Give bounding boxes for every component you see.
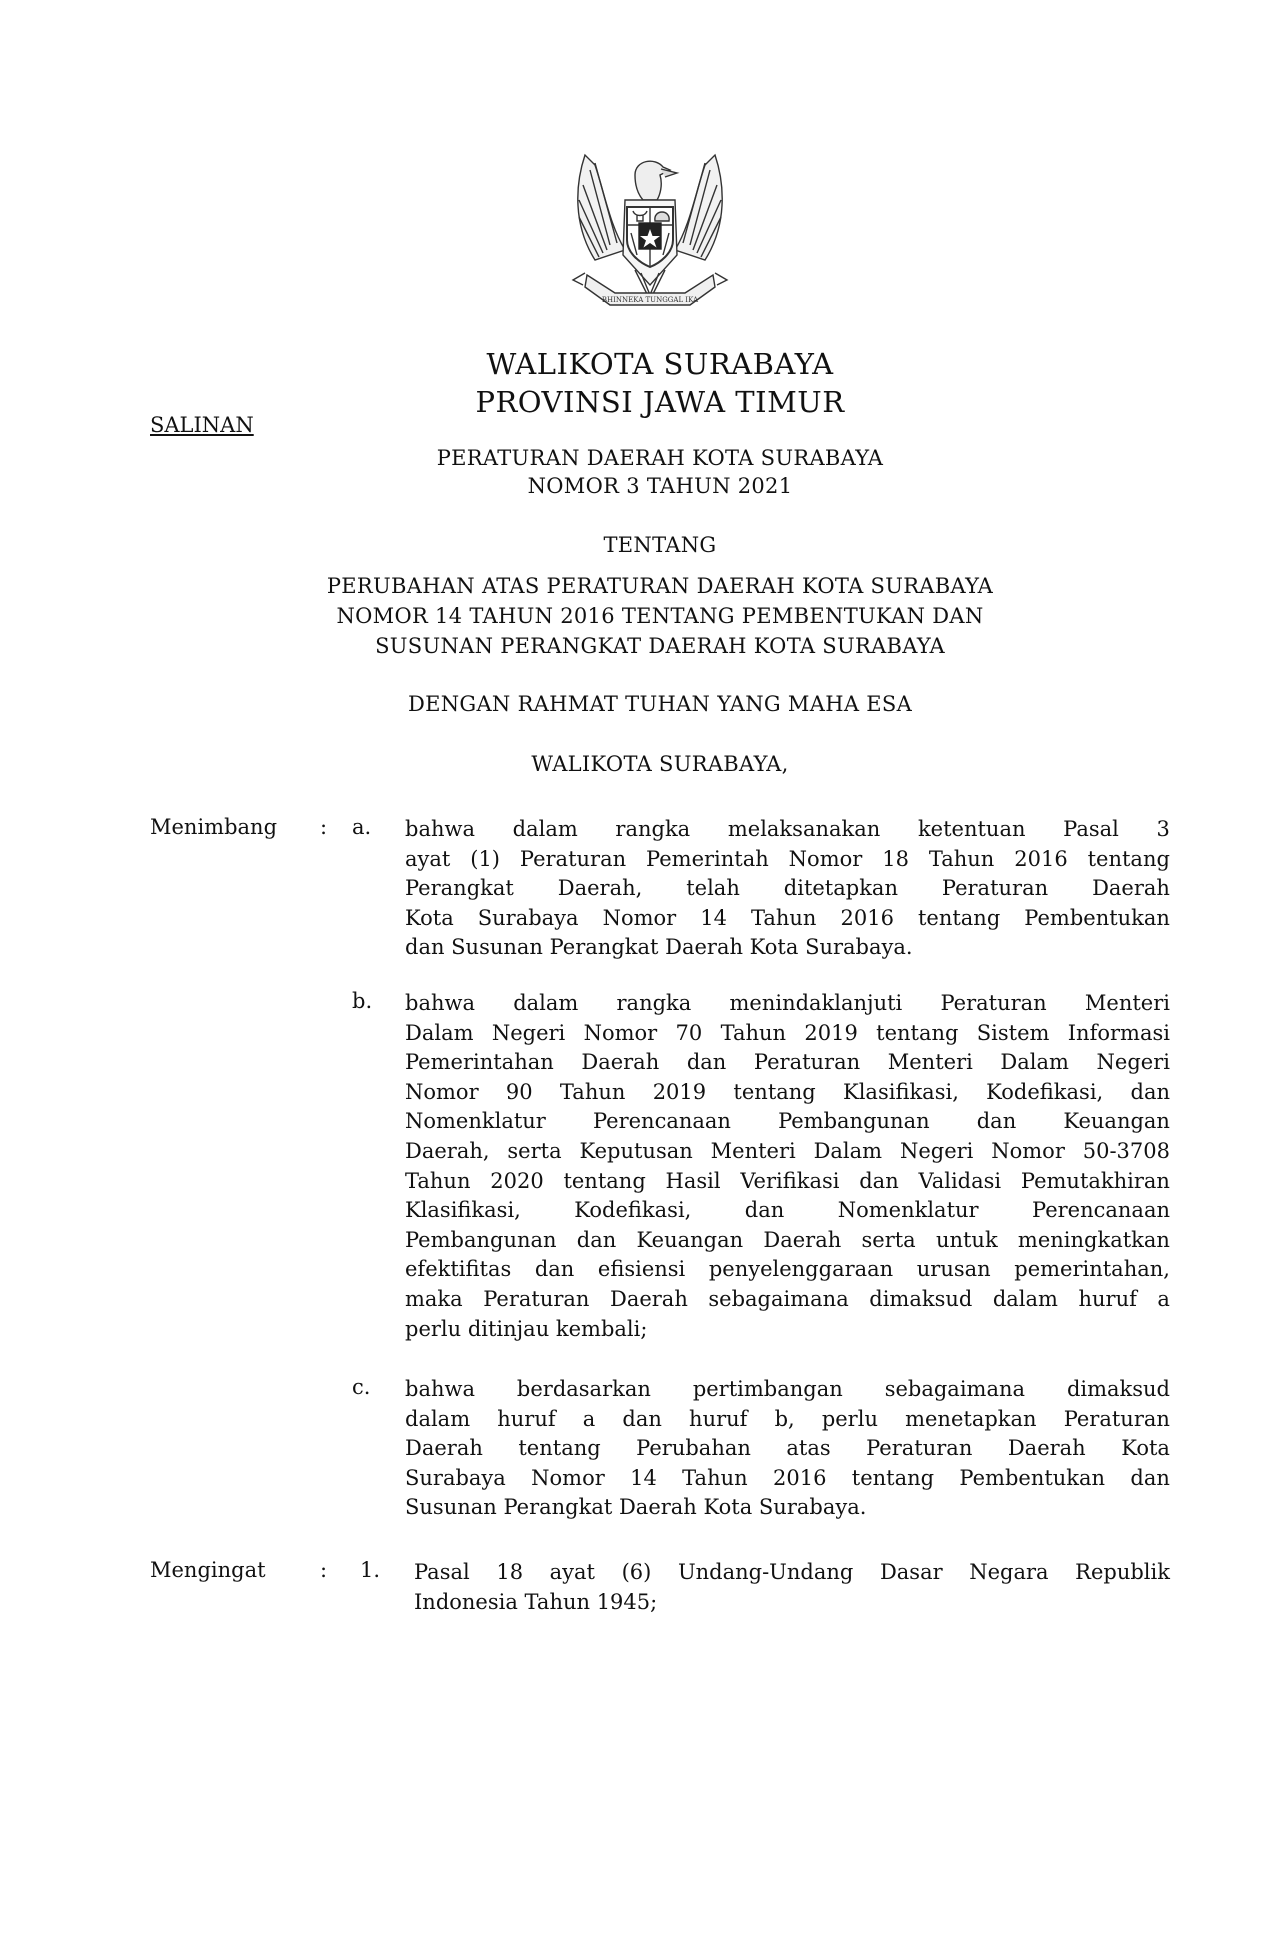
word: Nomor — [531, 1465, 605, 1490]
word: Hasil — [665, 1168, 721, 1193]
word: dalam — [405, 1406, 471, 1431]
word: tentang — [876, 1020, 959, 1045]
text-line — [405, 1078, 1170, 1108]
word: 2020 — [490, 1168, 544, 1193]
word: 18 — [882, 846, 909, 871]
garuda-emblem-icon — [565, 145, 735, 320]
word: tentang — [1087, 846, 1170, 871]
word: telah — [686, 876, 740, 901]
word: Pemutakhiran — [1020, 1168, 1170, 1193]
text-line — [405, 845, 1170, 875]
authority: WALIKOTA SURABAYA, — [531, 752, 789, 776]
word: penyelenggaraan — [708, 1257, 894, 1282]
word: pemerintahan, — [1014, 1257, 1170, 1282]
word: Nomor — [405, 1079, 479, 1104]
word: Nomenklatur — [837, 1198, 979, 1223]
text-line: Indonesia Tahun 1945; — [414, 1589, 658, 1614]
word: 14 — [630, 1465, 657, 1490]
word: Kota — [1121, 1436, 1170, 1461]
word: tentang — [917, 905, 1001, 930]
word: Verifikasi — [740, 1168, 840, 1193]
svg-text:BHINNEKA TUNGGAL IKA: BHINNEKA TUNGGAL IKA — [601, 296, 699, 304]
word: Peraturan — [1063, 1406, 1170, 1431]
word: Perubahan — [636, 1436, 751, 1461]
word: maka — [405, 1286, 463, 1311]
text-line — [405, 1434, 1170, 1464]
word: efektifitas — [405, 1257, 512, 1282]
word: 18 — [496, 1560, 524, 1584]
consideration-item-c — [405, 1375, 1170, 1523]
word: Daerah, — [405, 1138, 490, 1163]
word: b, — [774, 1406, 795, 1431]
word: meningkatkan — [1017, 1227, 1170, 1252]
word: Informasi — [1067, 1020, 1170, 1045]
word: Nomenklatur — [405, 1109, 546, 1134]
word: efisiensi — [597, 1257, 686, 1282]
word: menindaklanjuti — [729, 991, 903, 1015]
word: Daerah — [581, 1050, 660, 1075]
word: Daerah — [405, 1436, 483, 1461]
word: Daerah, — [557, 876, 643, 901]
word: Perangkat — [405, 876, 514, 901]
text-line — [405, 1019, 1170, 1049]
word: dalam — [513, 991, 579, 1015]
word: dimaksud — [869, 1286, 973, 1311]
word: Pembangunan — [778, 1109, 930, 1134]
word: Daerah — [763, 1227, 842, 1252]
word: urusan — [916, 1257, 991, 1282]
word: Menteri — [887, 1050, 973, 1075]
word: dimaksud — [1066, 1377, 1170, 1401]
word: pertimbangan — [692, 1377, 843, 1401]
word: Peraturan — [940, 991, 1047, 1015]
word: a — [582, 1406, 596, 1431]
word: perlu — [821, 1406, 878, 1431]
word: berdasarkan — [516, 1377, 651, 1401]
word: 2019 — [652, 1079, 707, 1104]
word: serta — [507, 1138, 562, 1163]
text-line — [405, 1285, 1170, 1315]
text-line — [405, 1226, 1170, 1256]
word: Pembentukan — [1024, 905, 1170, 930]
word: Dalam — [1000, 1050, 1069, 1075]
text-line — [405, 1107, 1170, 1137]
subject-line: NOMOR 14 TAHUN 2016 TENTANG PEMBENTUKAN DAN — [336, 604, 984, 628]
text-line — [405, 1375, 1170, 1405]
mengingat-label: Mengingat — [150, 1558, 266, 1582]
word: (6) — [621, 1560, 652, 1584]
text-line — [405, 1137, 1170, 1167]
word: Perencanaan — [1032, 1198, 1170, 1223]
text-line — [405, 1196, 1170, 1226]
word: Surabaya — [477, 905, 579, 930]
word: Perencanaan — [592, 1109, 731, 1134]
about-heading: TENTANG — [603, 533, 717, 557]
word: huruf — [497, 1406, 556, 1431]
word: Kodefikasi, — [574, 1198, 692, 1223]
word: Peraturan — [941, 876, 1049, 901]
text-line — [405, 904, 1170, 934]
word: Peraturan — [483, 1286, 590, 1311]
word: rangka — [615, 817, 691, 841]
word: ditetapkan — [783, 876, 898, 901]
word: ayat — [405, 846, 451, 871]
word: Menteri — [1084, 991, 1170, 1015]
word: melaksanakan — [727, 817, 881, 841]
word: bahwa — [405, 1377, 475, 1401]
word: Peraturan — [753, 1050, 861, 1075]
mengingat-colon: : — [320, 1558, 328, 1582]
word: Nomor — [788, 846, 863, 871]
word: Klasifikasi, — [405, 1198, 521, 1223]
word: dan — [576, 1227, 617, 1252]
word: Pemerintahan — [405, 1050, 554, 1075]
regulation-number: NOMOR 3 TAHUN 2021 — [527, 474, 793, 498]
word: Tahun — [559, 1079, 626, 1104]
word: Nomor — [583, 1020, 658, 1045]
word: Nomor — [991, 1138, 1065, 1163]
legal-basis-item-1 — [414, 1558, 1170, 1617]
word: ayat — [549, 1560, 595, 1584]
word: Tahun — [682, 1465, 748, 1490]
word: Pasal — [414, 1560, 470, 1584]
word: dan — [534, 1257, 575, 1282]
word: tentang — [851, 1465, 935, 1490]
text-line — [405, 1167, 1170, 1197]
word: Undang-Undang — [677, 1560, 854, 1584]
word: Peraturan — [519, 846, 627, 871]
word: 2016 — [1014, 846, 1068, 871]
consideration-item-b — [405, 989, 1170, 1344]
item-marker: 1. — [360, 1558, 381, 1582]
word: Keputusan — [579, 1138, 693, 1163]
word: sebagaimana — [884, 1377, 1026, 1401]
word: dan — [744, 1198, 785, 1223]
text-line — [405, 989, 1170, 1019]
word: Negara — [969, 1560, 1049, 1584]
word: a — [1157, 1286, 1170, 1311]
subject-line: SUSUNAN PERANGKAT DAERAH KOTA SURABAYA — [375, 634, 945, 658]
text-line — [414, 1558, 1170, 1588]
word: dan — [686, 1050, 727, 1075]
word: 70 — [675, 1020, 703, 1045]
menimbang-colon: : — [320, 815, 328, 839]
item-marker: a. — [352, 815, 372, 839]
word: Pasal — [1063, 817, 1119, 841]
word: 14 — [700, 905, 727, 930]
word: dan — [622, 1406, 662, 1431]
word: Dalam — [405, 1020, 474, 1045]
word: tentang — [563, 1168, 646, 1193]
text-line — [405, 1048, 1170, 1078]
word: Keuangan — [1063, 1109, 1170, 1134]
word: 2016 — [840, 905, 894, 930]
word: serta — [861, 1227, 916, 1252]
issuer-title: WALIKOTA SURABAYA — [486, 347, 834, 381]
text-line — [405, 1464, 1170, 1494]
word: Pembangunan — [405, 1227, 557, 1252]
text-line: perlu ditinjau kembali; — [405, 1316, 648, 1341]
word: tentang — [733, 1079, 816, 1104]
word: Dasar — [879, 1560, 943, 1584]
word: dan — [1130, 1079, 1170, 1104]
word: Validasi — [918, 1168, 1002, 1193]
word: Negeri — [899, 1138, 974, 1163]
text-line — [405, 1255, 1170, 1285]
word: 3 — [1156, 817, 1170, 841]
word: dan — [976, 1109, 1017, 1134]
word: Kodefikasi, — [986, 1079, 1104, 1104]
subject-line: PERUBAHAN ATAS PERATURAN DAERAH KOTA SURABAYA — [326, 574, 994, 598]
word: (1) — [470, 846, 500, 871]
word: Tahun — [405, 1168, 471, 1193]
word: Republik — [1075, 1560, 1170, 1584]
word: Dalam — [813, 1138, 883, 1163]
word: 2016 — [772, 1465, 827, 1490]
text-line — [405, 1405, 1170, 1435]
copy-mark: SALINAN — [150, 413, 254, 437]
word: 50-3708 — [1082, 1138, 1170, 1163]
word: Surabaya — [405, 1465, 506, 1490]
text-line: Susunan Perangkat Daerah Kota Surabaya. — [405, 1495, 867, 1520]
word: Sistem — [976, 1020, 1050, 1045]
text-line — [405, 874, 1170, 904]
word: Tahun — [750, 905, 817, 930]
word: Tahun — [928, 846, 995, 871]
word: bahwa — [405, 817, 475, 841]
item-marker: b. — [352, 989, 373, 1013]
consideration-item-a — [405, 815, 1170, 963]
text-line — [405, 815, 1170, 845]
word: tentang — [518, 1436, 601, 1461]
word: Klasifikasi, — [843, 1079, 959, 1104]
word: sebagaimana — [708, 1286, 849, 1311]
word: untuk — [935, 1227, 998, 1252]
word: Negeri — [491, 1020, 566, 1045]
issuer-province: PROVINSI JAWA TIMUR — [475, 385, 845, 419]
word: atas — [786, 1436, 831, 1461]
word: Peraturan — [866, 1436, 973, 1461]
word: rangka — [616, 991, 692, 1015]
word: dan — [1130, 1465, 1170, 1490]
text-line: dan Susunan Perangkat Daerah Kota Surabaya. — [405, 935, 913, 960]
invocation: DENGAN RAHMAT TUHAN YANG MAHA ESA — [407, 692, 913, 716]
word: Nomor — [602, 905, 677, 930]
word: Pembentukan — [959, 1465, 1106, 1490]
word: 2019 — [804, 1020, 858, 1045]
word: Keuangan — [636, 1227, 744, 1252]
regulation-title: PERATURAN DAERAH KOTA SURABAYA — [436, 446, 884, 470]
menimbang-label: Menimbang — [150, 815, 278, 839]
word: huruf — [689, 1406, 748, 1431]
word: dalam — [992, 1286, 1058, 1311]
word: huruf — [1078, 1286, 1137, 1311]
word: Daerah — [609, 1286, 688, 1311]
item-marker: c. — [352, 1375, 371, 1399]
word: dalam — [512, 817, 578, 841]
word: Daerah — [1007, 1436, 1086, 1461]
word: Daerah — [1092, 876, 1170, 901]
word: 90 — [505, 1079, 533, 1104]
word: Menteri — [710, 1138, 796, 1163]
word: menetapkan — [905, 1406, 1037, 1431]
word: Kota — [405, 905, 454, 930]
word: dan — [859, 1168, 899, 1193]
word: Pemerintah — [646, 846, 769, 871]
word: Tahun — [720, 1020, 787, 1045]
word: ketentuan — [917, 817, 1026, 841]
word: bahwa — [405, 991, 475, 1015]
word: Negeri — [1096, 1050, 1170, 1075]
